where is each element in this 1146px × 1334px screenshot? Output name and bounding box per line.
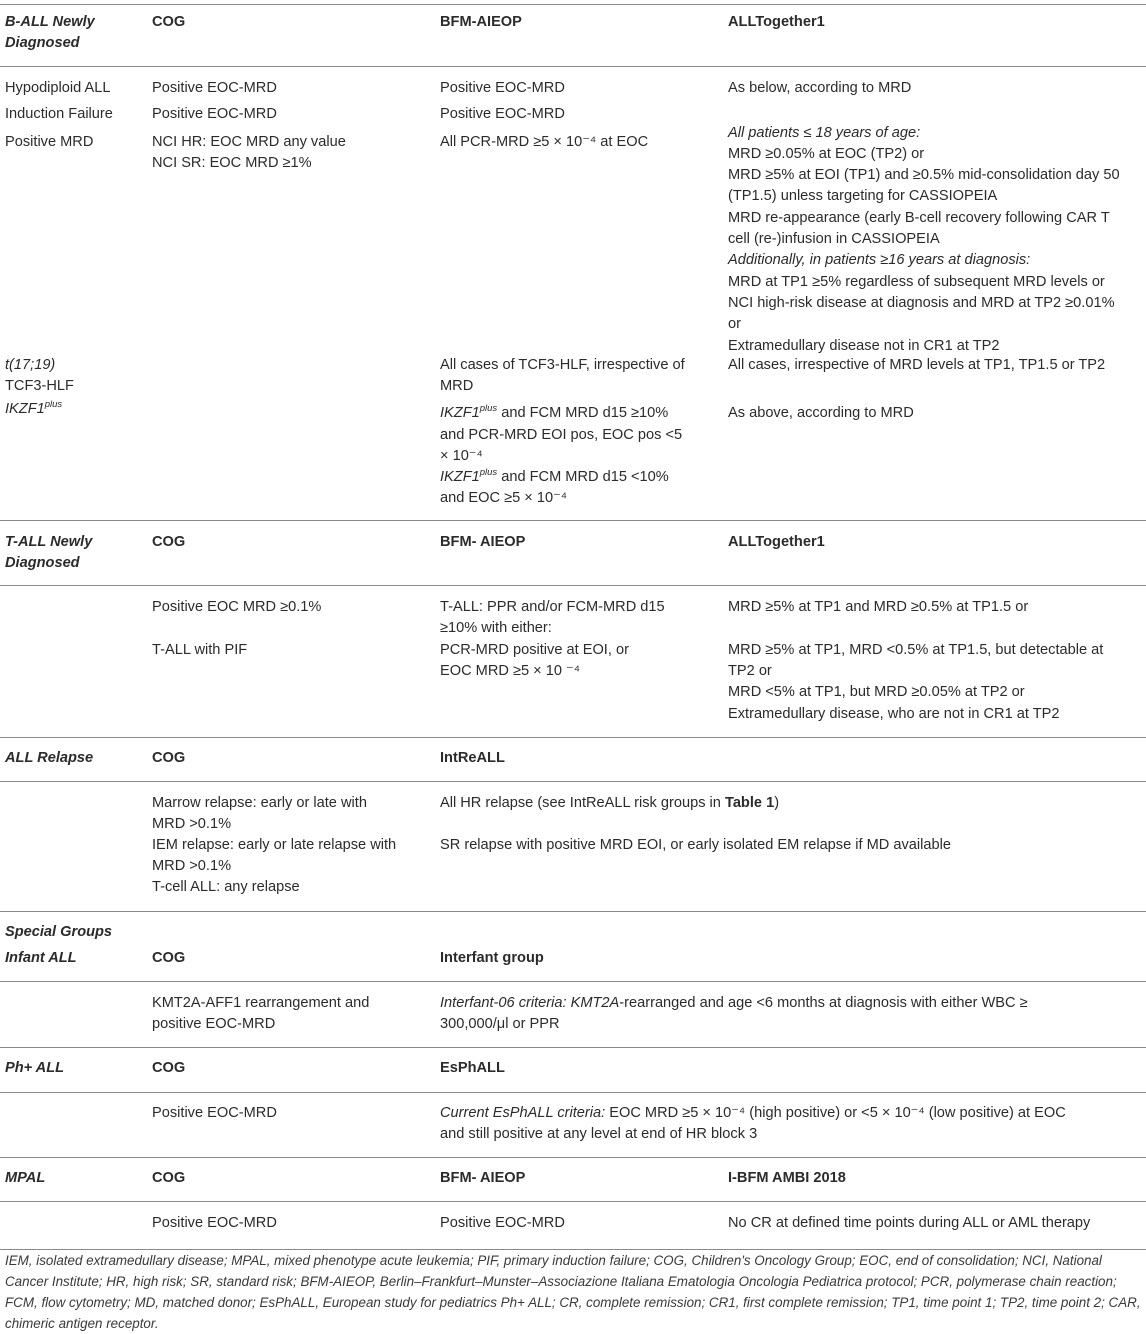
cell-text: All cases of TCF3-HLF, irrespective of <box>440 357 685 373</box>
cell-text: MRD ≥5% at EOI (TP1) and ≥0.5% mid-consolidation day 50 <box>728 167 1120 183</box>
rule-top <box>0 4 1146 5</box>
mpal-col-cog: COG <box>152 1170 186 1186</box>
cell-text: Positive EOC-MRD <box>152 1105 277 1121</box>
relapse-title: ALL Relapse <box>5 750 94 766</box>
mpal-col-bfm: BFM- AIEOP <box>440 1170 526 1186</box>
cell-text: T-cell ALL: any relapse <box>152 879 300 895</box>
cell-text: EOC MRD ≥5 × 10 ⁻⁴ <box>440 663 580 679</box>
cell-text: MRD ≥5% at TP1 and MRD ≥0.5% at TP1.5 or <box>728 599 1029 615</box>
b-all-col-alltogether: ALLTogether1 <box>728 14 825 30</box>
cell-text: -rearranged and age <6 months at diagnosis with either WBC ≥ <box>619 995 1028 1011</box>
cell-text: Current EsPhALL criteria: <box>440 1105 606 1121</box>
cell-text: cell (re-)infusion in CASSIOPEIA <box>728 231 940 247</box>
rule-mpal-top <box>0 1157 1146 1158</box>
row-label-induction-failure: Induction Failure <box>5 106 113 122</box>
row-label-hypodiploid: Hypodiploid ALL <box>5 80 111 96</box>
cell-text: T-ALL: PPR and/or FCM-MRD d15 <box>440 599 665 615</box>
rule-b-all-header <box>0 66 1146 67</box>
cell-text <box>440 467 669 488</box>
cell-text: Positive EOC-MRD <box>440 106 565 122</box>
cell-text: MRD re-appearance (early B-cell recovery following CAR T <box>728 210 1110 226</box>
cell-text: Positive EOC-MRD <box>152 1215 277 1231</box>
cell-text: MRD ≥5% at TP1, MRD <0.5% at TP1.5, but detectable at <box>728 642 1104 658</box>
row-label-tcf3-hlf: TCF3-HLF <box>5 378 74 394</box>
infant-title: Infant ALL <box>5 950 77 966</box>
cell-text: Positive EOC-MRD <box>440 80 565 96</box>
cell-text: PCR-MRD positive at EOI, or <box>440 642 629 658</box>
row-label-ikzf1plus <box>5 399 62 420</box>
cell-text: MRD at TP1 ≥5% regardless of subsequent MRD levels or <box>728 274 1105 290</box>
ph-title: Ph+ ALL <box>5 1060 65 1076</box>
t-all-col-alltogether: ALLTogether1 <box>728 534 825 550</box>
cell-text: All cases, irrespective of MRD levels at TP1, TP1.5 or TP2 <box>728 357 1106 373</box>
special-groups-title: Special Groups <box>5 924 113 940</box>
cell-text: NCI SR: EOC MRD ≥1% <box>152 155 312 171</box>
cell-text: MRD >0.1% <box>152 816 232 832</box>
table-1-reference: Table 1 <box>724 795 775 811</box>
cell-text: MRD ≥0.05% at EOC (TP2) or <box>728 146 925 162</box>
cell-text: or <box>728 316 741 332</box>
cell-text: As below, according to MRD <box>728 80 912 96</box>
b-all-title-line1: B-ALL Newly <box>5 14 95 30</box>
row-label-positive-mrd: Positive MRD <box>5 134 94 150</box>
cell-text: Additionally, in patients ≥16 years at diagnosis: <box>728 252 1031 268</box>
cell-text: NCI high-risk disease at diagnosis and MRD at TP2 ≥0.01% <box>728 295 1115 311</box>
b-all-title-line2: Diagnosed <box>5 35 80 51</box>
cell-text: All patients ≤ 18 years of age: <box>728 125 921 141</box>
ph-col-cog: COG <box>152 1060 186 1076</box>
cell-text: EOC MRD ≥5 × 10⁻⁴ (high positive) or <5 × 10⁻⁴ (low positive) at EOC <box>605 1105 1066 1121</box>
rule-ph-top <box>0 1047 1146 1048</box>
cell-text: IKZF1 <box>5 401 45 417</box>
cell-text: As above, according to MRD <box>728 405 914 421</box>
ph-col-esphall: EsPhALL <box>440 1060 505 1076</box>
t-all-col-cog: COG <box>152 534 186 550</box>
infant-col-interfant: Interfant group <box>440 950 544 966</box>
relapse-col-intreall: IntReALL <box>440 750 505 766</box>
cell-text: All HR relapse (see IntReALL risk groups in <box>440 795 725 811</box>
cell-text: KMT2A-AFF1 rearrangement and <box>152 995 370 1011</box>
cell-text: and still positive at any level at end of HR block 3 <box>440 1126 758 1142</box>
cell-text: Extramedullary disease not in CR1 at TP2 <box>728 338 1000 354</box>
rule-special-top <box>0 911 1146 912</box>
cell-text: IEM relapse: early or late relapse with <box>152 837 397 853</box>
cell-text: No CR at defined time points during ALL or AML therapy <box>728 1215 1091 1231</box>
t-all-title-line1: T-ALL Newly <box>5 534 93 550</box>
cell-text: and FCM MRD d15 ≥10% <box>497 405 669 421</box>
cell-text <box>440 793 779 814</box>
cell-text: 300,000/μl or PPR <box>440 1016 560 1032</box>
mpal-col-ibfm: I-BFM AMBI 2018 <box>728 1170 846 1186</box>
cell-text: NCI HR: EOC MRD any value <box>152 134 346 150</box>
cell-text: SR relapse with positive MRD EOI, or early isolated EM relapse if MD available <box>440 837 951 853</box>
rule-relapse-header <box>0 781 1146 782</box>
cell-text: IKZF1 <box>440 469 480 485</box>
cell-text: T-ALL with PIF <box>152 642 248 658</box>
rule-infant-header <box>0 981 1146 982</box>
cell-text: × 10⁻⁴ <box>440 448 483 464</box>
cell-text: Interfant-06 criteria: <box>440 995 567 1011</box>
row-label-t17-19: t(17;19) <box>5 357 56 373</box>
cell-text: All PCR-MRD ≥5 × 10⁻⁴ at EOC <box>440 134 649 150</box>
cell-text: and PCR-MRD EOI pos, EOC pos <5 <box>440 427 683 443</box>
b-all-col-bfm: BFM-AIEOP <box>440 14 522 30</box>
infant-col-cog: COG <box>152 950 186 966</box>
cell-text: positive EOC-MRD <box>152 1016 276 1032</box>
t-all-title-line2: Diagnosed <box>5 555 80 571</box>
cell-text: ) <box>774 795 780 811</box>
t-all-col-bfm: BFM- AIEOP <box>440 534 526 550</box>
cell-text: MRD <box>440 378 474 394</box>
rule-relapse-top <box>0 737 1146 738</box>
cell-text: TP2 or <box>728 663 772 679</box>
cell-text <box>440 1103 1066 1124</box>
cell-text: IKZF1 <box>440 405 480 421</box>
mpal-title: MPAL <box>5 1170 46 1186</box>
rule-ph-header <box>0 1092 1146 1093</box>
table-footnote: IEM, isolated extramedullary disease; MPAL, mixed phenotype acute leukemia; PIF, primary induction failure; COG, Children's Oncology Group; EOC, end of consolidation; NCI, National Cancer Institute; HR, high risk; SR, standard risk; BFM-AIEOP, Berlin–Frankfurt–Munster–Associazione Italiana Ematologia Oncologia Pediatrica protocol; PCR, polymerase chain reaction; FCM, flow cytometry; MD, matched donor; EsPhALL, European study for pediatrics Ph+ ALL; CR, complete remission; CR1, first complete remission; TP1, time point 1; TP2, time point 2; CAR, chimeric antigen receptor. <box>5 1253 1141 1331</box>
cell-text: (TP1.5) unless targeting for CASSIOPEIA <box>728 188 998 204</box>
cell-text: Positive EOC-MRD <box>152 106 277 122</box>
cell-text: MRD <5% at TP1, but MRD ≥0.05% at TP2 or <box>728 684 1025 700</box>
cell-text <box>440 403 668 424</box>
cell-text: and EOC ≥5 × 10⁻⁴ <box>440 490 568 506</box>
rule-mpal-header <box>0 1201 1146 1202</box>
cell-text: MRD >0.1% <box>152 858 232 874</box>
cell-text: KMT2A <box>570 995 620 1011</box>
rule-t-all-top <box>0 520 1146 521</box>
superscript: plus <box>44 399 63 411</box>
relapse-col-cog: COG <box>152 750 186 766</box>
cell-text: Positive EOC-MRD <box>152 80 277 96</box>
cell-text: Extramedullary disease, who are not in CR1 at TP2 <box>728 706 1060 722</box>
cell-text: ≥10% with either: <box>440 620 552 636</box>
cell-text: Positive EOC-MRD <box>440 1215 565 1231</box>
rule-t-all-header <box>0 585 1146 586</box>
cell-text: Positive EOC MRD ≥0.1% <box>152 599 322 615</box>
superscript: plus <box>479 403 498 415</box>
superscript: plus <box>479 467 498 479</box>
cell-text <box>440 993 1028 1014</box>
b-all-col-cog: COG <box>152 14 186 30</box>
cell-text: and FCM MRD d15 <10% <box>497 469 669 485</box>
cell-text: Marrow relapse: early or late with <box>152 795 367 811</box>
